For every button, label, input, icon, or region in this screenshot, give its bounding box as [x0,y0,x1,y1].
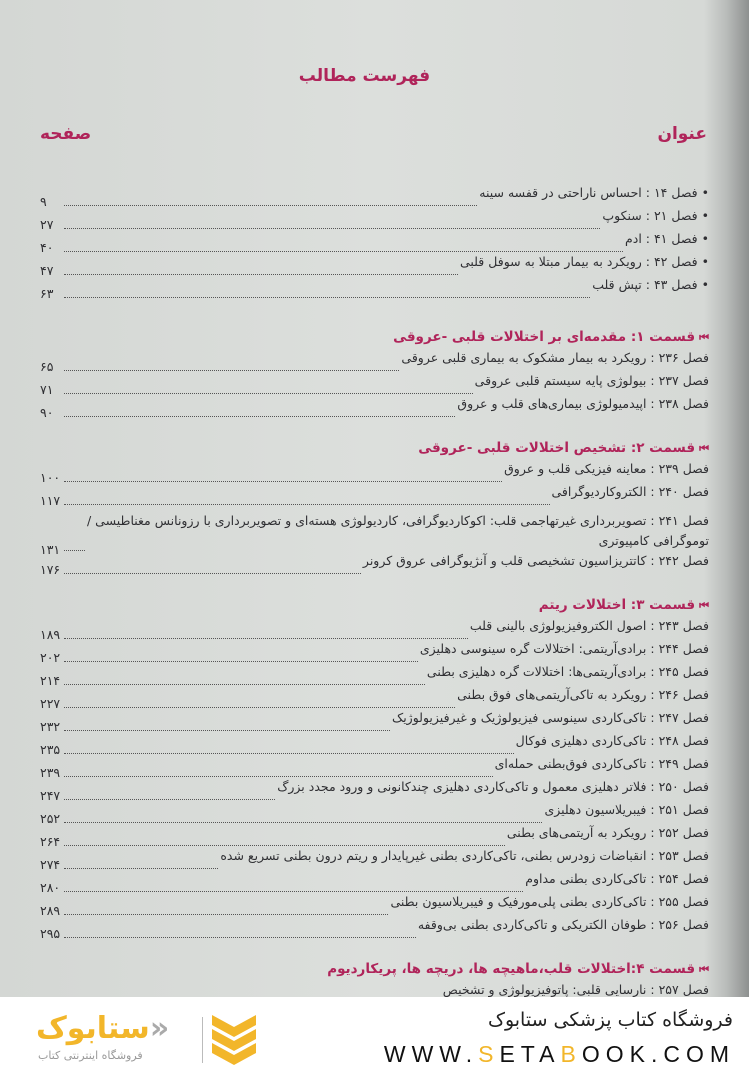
toc-entry[interactable] [40,892,709,918]
entry-title-line: فصل ۲۴۸ : تاکی‌کاردی دهلیزی فوکال [515,733,709,748]
toc-entry[interactable] [40,846,709,872]
toc-entry[interactable] [40,482,709,508]
entry-title-line: فصل ۲۳۶ : رویکرد به بیمار مشکوک به بیماری قلبی عروقی [401,350,709,365]
entry-title [525,869,709,889]
entry-title-line: فصل ۲۵۴ : تاکی‌کاردی بطنی مداوم [525,871,709,886]
toc-entry[interactable] [40,348,709,374]
entry-title-line: فصل ۲۴۹ : تاکی‌کاردی فوق‌بطنی حمله‌ای [494,756,709,771]
toc-entry[interactable] [40,915,709,941]
dot-leader [64,482,550,505]
entry-title [552,482,709,502]
dot-leader [64,915,416,938]
double-arrow-icon: ⏮ [699,599,709,612]
url-part: OOK.COM [581,1041,735,1067]
entry-title-line: فصل ۲۳۸ : اپیدمیولوژی بیماری‌های قلب و عروق [457,396,709,411]
entry-page-number: ۶۵ [40,359,54,374]
toc-entry[interactable] [40,731,709,757]
dot-leader [64,540,85,551]
entry-page-number: ۲۳۲ [40,719,61,734]
entry-title-line: توموگرافی کامپیوتری [598,533,709,548]
entry-page-number: ۲۲۷ [40,696,61,711]
section-heading [40,326,709,348]
entry-title-line: فصل ۲۴۵ : برادی‌آریتمی‌ها: اختلالات گره دهلیزی بطنی [426,664,709,679]
entry-title [544,800,709,820]
logo-divider [202,1017,203,1063]
dot-leader [64,869,523,892]
entry-title [427,662,709,682]
toc-entry[interactable] [40,275,709,301]
entry-page-number: ۷۱ [40,382,54,397]
entry-title-line: فصل ۲۵۳ : انقباضات زودرس بطنی، تاکی‌کاردی بطنی غیرپایدار و ریتم درون بطنی تسریع شده [220,848,709,863]
toc-entry[interactable] [40,800,709,826]
entry-title [592,275,709,295]
entry-title-line: فصل ۲۵۷ : نارسایی قلبی: پاتوفیزیولوژی و تشخیص [442,982,709,997]
entry-page-number: ۱۱۷ [40,493,61,508]
entry-title-line: • فصل ۱۴ : احساس ناراحتی در قفسه سینه [479,185,709,200]
entry-page-number: ۲۸۹ [40,903,61,918]
dot-leader [64,800,542,823]
entry-title [443,980,709,997]
dot-leader [64,275,590,298]
page-title: فهرست مطالب [298,66,431,86]
entry-title-line: فصل ۲۴۶ : رویکرد به تاکی‌آریتمی‌های فوق بطنی [457,687,709,702]
entry-title-line: فصل ۲۵۶ : طوفان الکتریکی و تاکی‌کاردی بطنی بی‌وقفه [417,917,709,932]
entry-title [401,348,709,368]
section-heading-text: قسمت ۴:اختلالات قلب،ماهیچه ها، دریچه ها، پریکاردیوم [327,961,696,977]
table-of-contents [40,183,709,997]
entry-title [475,371,709,391]
double-arrow-icon: ⏮ [699,442,709,455]
toc-entry[interactable] [40,229,709,255]
entry-title-line: فصل ۲۴۳ : اصول الکتروفیزیولوژی بالینی قلب [469,618,709,633]
toc-entry[interactable] [40,183,709,209]
entry-page-number: ۶۳ [40,286,54,301]
double-arrow-icon: ⏮ [699,963,709,976]
toc-entry[interactable] [40,980,709,997]
toc-entry[interactable] [40,639,709,665]
dot-leader [64,551,361,574]
dot-leader [64,616,468,639]
toc-entry[interactable] [40,459,709,485]
entry-title-line: فصل ۲۳۹ : معاینه فیزیکی قلب و عروق [504,461,709,476]
store-name: فروشگاه کتاب پزشکی ستابوک [487,1009,733,1031]
dot-leader [64,206,600,229]
entry-title [507,823,709,843]
entry-title [479,183,709,203]
entry-page-number: ۴۷ [40,263,54,278]
chevron-logo-icon [212,1015,256,1065]
entry-page-number: ۲۳۵ [40,742,61,757]
entry-title [516,731,709,751]
toc-entry[interactable] [40,662,709,688]
url-part: B [560,1041,582,1067]
entry-page-number: ۲۹۵ [40,926,61,941]
dot-leader [64,639,418,662]
entry-title [460,252,709,272]
entry-title-line: فصل ۲۴۴ : برادی‌آریتمی: اختلالات گره سینوسی دهلیزی [419,641,709,656]
entry-page-number: ۲۷۴ [40,857,61,872]
dot-leader [64,731,514,754]
entry-title [220,846,709,866]
section-heading [40,958,709,980]
section-heading [40,437,709,459]
entry-title-line: • فصل ۴۱ : ادم [625,231,709,246]
entry-title [625,229,709,249]
section-heading-text: قسمت ۱: مقدمه‌ای بر اختلالات قلبی -عروقی [393,329,696,345]
toc-entry[interactable] [40,754,709,780]
entry-page-number: ۲۱۴ [40,673,61,688]
toc-entry[interactable] [40,616,709,642]
dot-leader [64,892,388,915]
entry-title-line: فصل ۲۵۵ : تاکی‌کاردی بطنی پلی‌مورفیک و فیبریلاسیون بطنی [390,894,709,909]
entry-title-line: • فصل ۴۲ : رویکرد به بیمار مبتلا به سوفل قلبی [459,254,709,269]
entry-title [363,551,709,571]
section-heading-text: قسمت ۳: اختلالات ریتم [538,597,696,613]
logo-wordmark [36,1011,169,1046]
dot-leader [64,662,425,685]
entry-page-number: ۱۷۶ [40,562,61,577]
entry-page-number: ۲۵۲ [40,811,61,826]
url-part: S [478,1041,500,1067]
double-chevron-icon: « [149,1011,170,1046]
entry-title [457,685,709,705]
entry-title-line: فصل ۲۴۱ : تصویربرداری غیرتهاجمی قلب: اکوکاردیوگرافی، کاردیولوژی هسته‌ای و تصویربرداری با رزونانس مغناطیسی / [86,513,709,528]
section-heading-text: قسمت ۲: تشخیص اختلالات قلبی -عروقی [418,440,696,456]
entry-page-number: ۱۰۰ [40,470,61,485]
toc-entry[interactable] [40,823,709,849]
entry-title [418,915,709,935]
dot-leader [64,685,455,708]
column-header-title: عنوان [657,124,707,144]
entry-title-line: فصل ۲۴۰ : الکتروکاردیوگرافی [551,484,709,499]
entry-page-number: ۴۰ [40,240,54,255]
entry-title-line: • فصل ۲۱ : سنکوپ [602,208,709,223]
dot-leader [64,348,399,371]
entry-title-line: فصل ۲۴۷ : تاکی‌کاردی سینوسی فیزیولوژیک و غیرفیزیولوژیک [392,710,709,725]
store-banner [0,997,749,1080]
entry-title-line: فصل ۲۵۲ : رویکرد به آریتمی‌های بطنی [506,825,709,840]
dot-leader [64,183,477,206]
entry-page-number: ۲۸۰ [40,880,61,895]
toc-entry[interactable] [40,551,709,577]
dot-leader [64,754,493,777]
entry-title [392,708,709,728]
entry-page-number: ۲۶۴ [40,834,61,849]
entry-title [457,394,709,414]
entry-title-line: فصل ۲۵۱ : فیبریلاسیون دهلیزی [544,802,709,817]
logo-text: ستابوک [36,1011,150,1046]
dot-leader [64,229,623,252]
toc-entry[interactable] [40,505,709,557]
entry-title [87,511,709,551]
entry-title-line: فصل ۲۵۰ : فلاتر دهلیزی معمول و تاکی‌کاردی دهلیزی چندکانونی و ورود مجدد بزرگ [277,779,709,794]
dot-leader [64,708,390,731]
section-heading [40,594,709,616]
entry-page-number: ۲۰۲ [40,650,61,665]
dot-leader [64,394,455,417]
toc-entry[interactable] [40,777,709,803]
entry-title [470,616,709,636]
dot-leader [64,252,458,275]
dot-leader [64,459,502,482]
entry-page-number: ۲۷ [40,217,54,232]
double-arrow-icon: ⏮ [699,331,709,344]
entry-title [602,206,709,226]
toc-entry[interactable] [40,206,709,232]
dot-leader [64,846,218,869]
entry-title [420,639,709,659]
entry-page-number: ۱۸۹ [40,627,61,642]
entry-page-number: ۱۳۱ [40,542,61,557]
entry-page-number: ۹ [40,194,47,209]
dot-leader [64,823,505,846]
entry-page-number: ۹۰ [40,405,54,420]
toc-entry[interactable] [40,869,709,895]
logo-subtitle: فروشگاه اینترنتی کتاب [38,1049,143,1062]
dot-leader [64,371,473,394]
entry-title-line: فصل ۲۳۷ : بیولوژی پایه سیستم قلبی عروقی [474,373,709,388]
entry-title [277,777,709,797]
store-url[interactable] [384,1041,735,1068]
dot-leader [64,777,275,800]
toc-entry[interactable] [40,252,709,278]
entry-title-line: فصل ۲۴۲ : کاتتریزاسیون تشخیصی قلب و آنژیوگرافی عروق کرونر [362,553,709,568]
entry-page-number: ۲۴۷ [40,788,61,803]
column-header-page: صفحه [40,124,92,144]
toc-entry[interactable] [40,708,709,734]
url-part: ETA [499,1041,561,1067]
toc-entry[interactable] [40,394,709,420]
entry-title [495,754,709,774]
url-part: WWW. [383,1041,479,1067]
entry-title [390,892,709,912]
toc-entry[interactable] [40,685,709,711]
entry-title [504,459,709,479]
entry-page-number: ۲۳۹ [40,765,61,780]
entry-title-line: • فصل ۴۳ : تپش قلب [592,277,709,292]
toc-entry[interactable] [40,371,709,397]
